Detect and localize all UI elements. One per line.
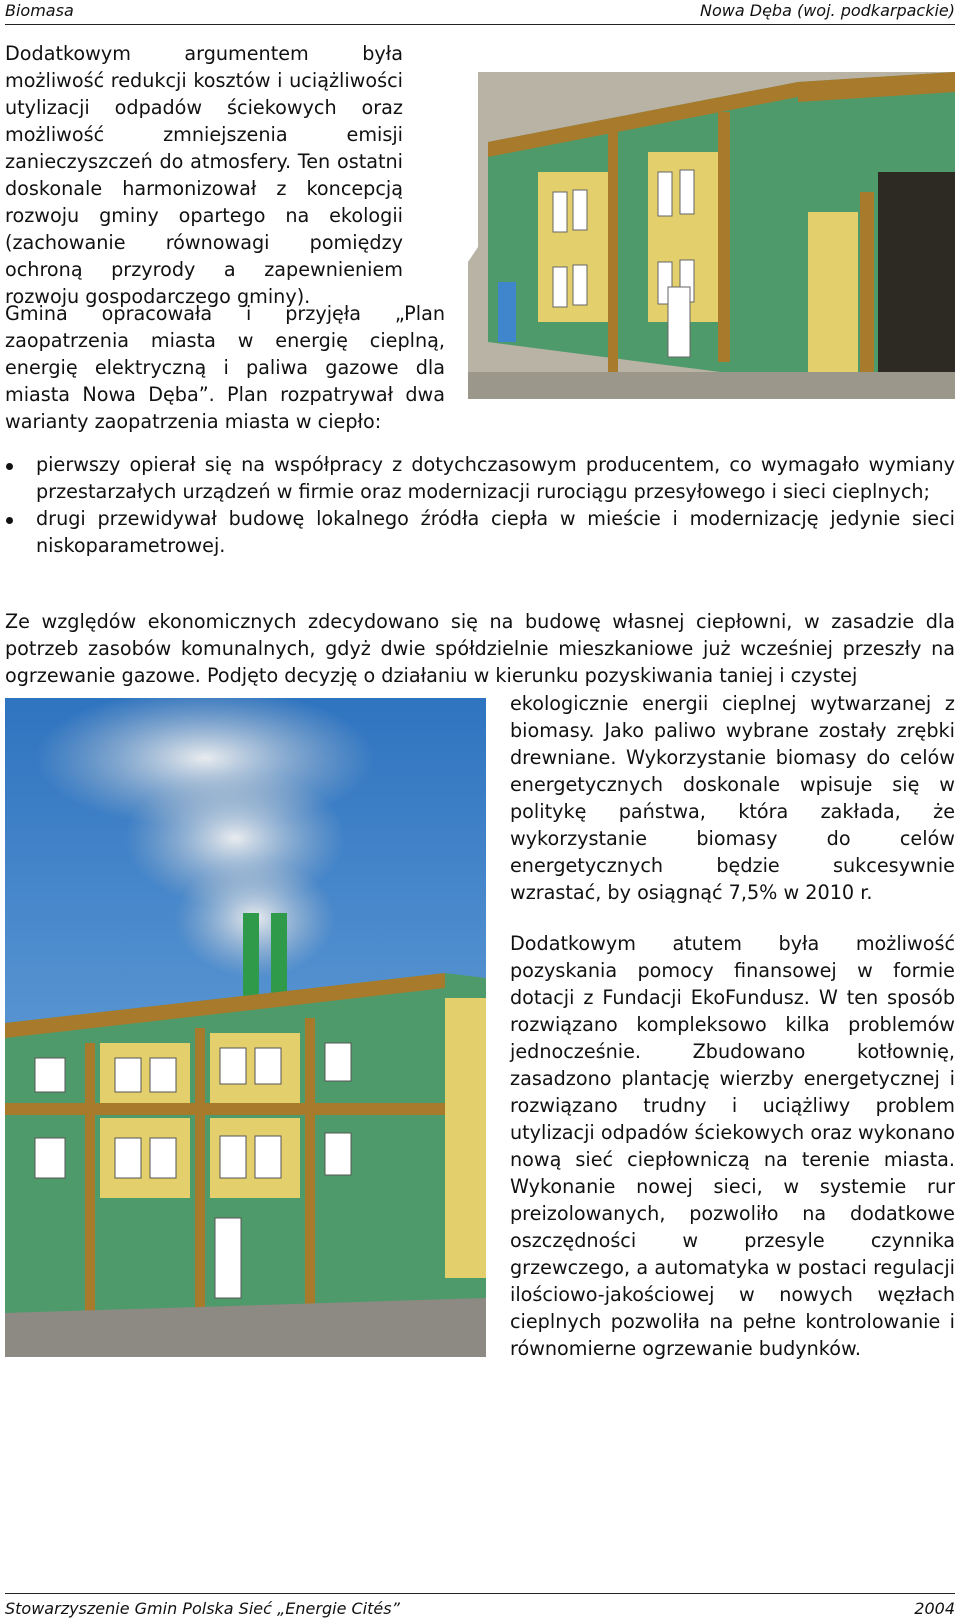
paragraph-1: Dodatkowym argumentem była możliwość redukcji kosztów i uciążliwości utylizacji odpadów ściekowych oraz możliwość zmniejszenia emisji zanieczyszczeń do atmosfery. Ten ostatni doskonale harmonizował z koncepcją rozwoju gminy opartego na ekologii (zachowanie równowagi pomiędzy ochroną przyrody a zapewnieniem rozwoju gospodarczego gminy). [5, 42, 403, 308]
list-item: drugi przewidywał budowę lokalnego źródła ciepła w mieście i modernizację jedynie sieci niskoparametrowej. [5, 505, 955, 559]
heating-variants-list [5, 451, 955, 559]
header-location: Nowa Dęba (woj. podkarpackie) [700, 1, 955, 20]
paragraph-2: Gmina opracowała i przyjęła „Plan zaopatrzenia miasta w energię cieplną, energię elektryczną i paliwa gazowe dla miasta Nowa Dęba”. Plan rozpatrywał dwa warianty zaopatrzenia miasta w ciepło: [5, 302, 445, 433]
footer-organization: Stowarzyszenie Gmin Polska Sieć „Energie Cités” [5, 1599, 400, 1618]
page-header [5, 0, 955, 25]
footer-year: 2004 [914, 1599, 955, 1618]
page-footer [5, 1593, 955, 1620]
boiler-house-facade-photo [468, 72, 955, 399]
header-section-title: Biomasa [5, 1, 74, 20]
paragraph-4: Dodatkowym atutem była możliwość pozyskania pomocy finansowej w formie dotacji z Fundacji EkoFundusz. W ten sposób rozwiązano kompleksowo kilka problemów jednocześnie. Zbudowano kotłownię, zasadzono plantację wierzby energetycznej i rozwiązano trudny i uciążliwy problem utylizacji odpadów ściekowych oraz wykonano nową sieć ciepłowniczą na terenie miasta. Wykonanie nowej sieci, w systemie rur preizolowanych, pozwoliło na dodatkowe oszczędności w przesyle czynnika grzewczego, a automatyka w postaci regulacji ilościowo-jakościowej w nowych węzłach cieplnych pozwoliła na pełne kontrolowanie i równomierne ogrzewanie budynków. [510, 932, 955, 1360]
paragraph-3-continued: ekologicznie energii cieplnej wytwarzanej z biomasy. Jako paliwo wybrane zostały zrębki drewniane. Wykorzystanie biomasy do celów energetycznych doskonale wpisuje się w politykę państwa, która zakłada, że wykorzystanie biomasy do celów energetycznych będzie sukcesywnie wzrastać, by osiągnąć 7,5% w 2010 r. [510, 692, 955, 904]
heating-plant-chimneys-photo [5, 698, 486, 1357]
list-item: pierwszy opierał się na współpracy z dotychczasowym producentem, co wymagało wymiany przestarzałych urządzeń w firmie oraz modernizacji rurociągu przesyłowego i sieci cieplnych; [5, 451, 955, 505]
paragraph-3: Ze względów ekonomicznych zdecydowano się na budowę własnej ciepłowni, w zasadzie dla potrzeb zasobów komunalnych, gdyż dwie spółdzielnie mieszkaniowe już wcześniej przeszły na ogrzewanie gazowe. Podjęto decyzję o działaniu w kierunku pozyskiwania taniej i czystej [5, 610, 955, 687]
